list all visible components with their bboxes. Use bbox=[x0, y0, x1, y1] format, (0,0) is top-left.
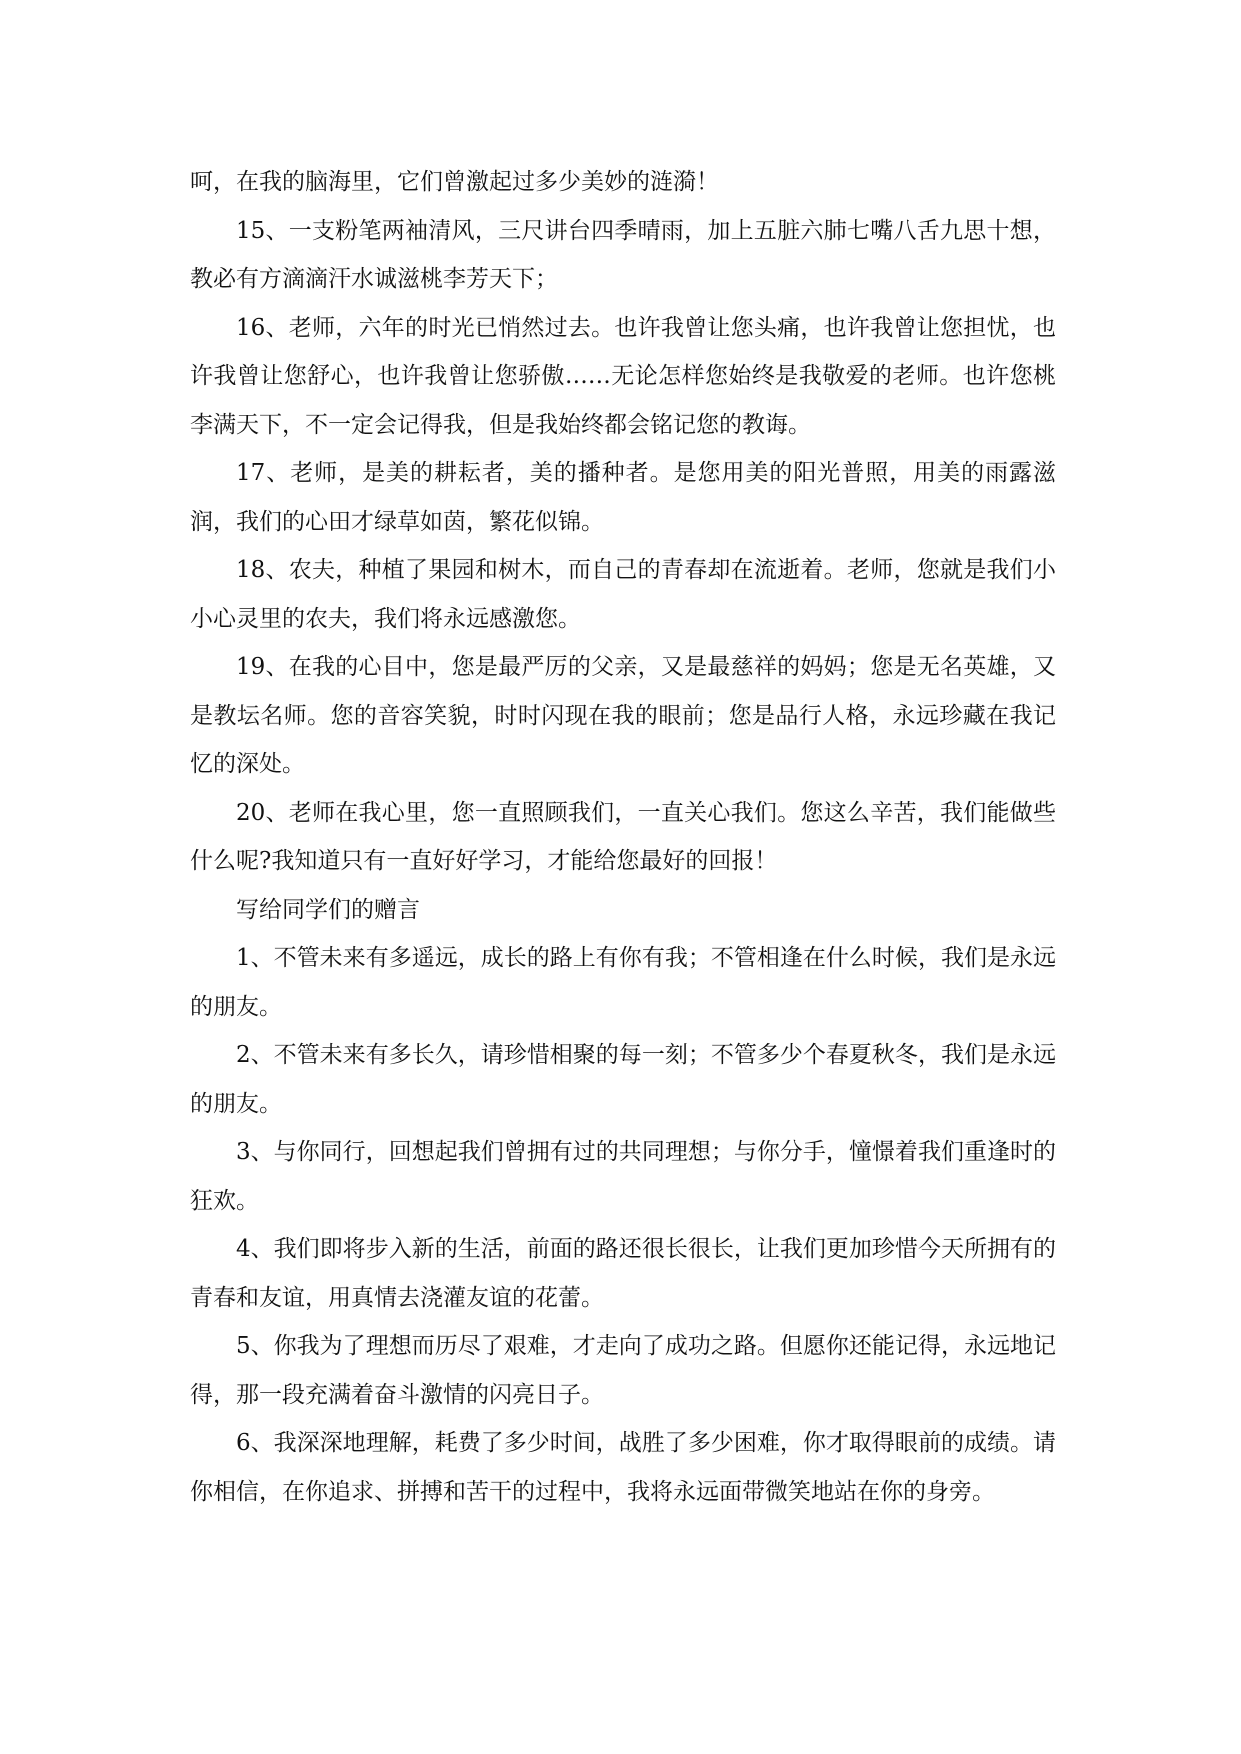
paragraph-item-2: 2、不管未来有多长久，请珍惜相聚的每一刻；不管多少个春夏秋冬，我们是永远的朋友。 bbox=[190, 1042, 1056, 1117]
paragraph-item-20: 20、老师在我心里，您一直照顾我们，一直关心我们。您这么辛苦，我们能做些什么呢?我知道只有一直好好学习，才能给您最好的回报！ bbox=[190, 799, 1056, 874]
paragraph-item-16: 16、老师，六年的时光已悄然过去。也许我曾让您头痛，也许我曾让您担忧，也许我曾让您舒心，也许我曾让您骄傲……无论怎样您始终是我敬爱的老师。也许您桃李满天下，不一定会记得我，但是我始终都会铭记您的教诲。 bbox=[190, 314, 1056, 438]
paragraph-item-3: 3、与你同行，回想起我们曾拥有过的共同理想；与你分手，憧憬着我们重逢时的狂欢。 bbox=[190, 1139, 1056, 1214]
paragraph-item-17: 17、老师，是美的耕耘者，美的播种者。是您用美的阳光普照，用美的雨露滋润，我们的心田才绿草如茵，繁花似锦。 bbox=[190, 460, 1056, 535]
paragraph-continued: 呵，在我的脑海里，它们曾激起过多少美妙的涟漪！ bbox=[190, 169, 719, 195]
document-body bbox=[190, 158, 1056, 1516]
paragraph-item-18: 18、农夫，种植了果园和树木，而自己的青春却在流逝着。老师，您就是我们小小心灵里的农夫，我们将永远感激您。 bbox=[190, 557, 1056, 632]
paragraph-item-4: 4、我们即将步入新的生活，前面的路还很长很长，让我们更加珍惜今天所拥有的青春和友谊，用真情去浇灌友谊的花蕾。 bbox=[190, 1236, 1056, 1311]
paragraph-item-5: 5、你我为了理想而历尽了艰难，才走向了成功之路。但愿你还能记得，永远地记得，那一段充满着奋斗激情的闪亮日子。 bbox=[190, 1333, 1056, 1408]
paragraph-item-19: 19、在我的心目中，您是最严厉的父亲，又是最慈祥的妈妈；您是无名英雄，又是教坛名师。您的音容笑貌，时时闪现在我的眼前；您是品行人格，永远珍藏在我记忆的深处。 bbox=[190, 654, 1056, 777]
section-heading: 写给同学们的赠言 bbox=[236, 896, 420, 923]
paragraph-item-6: 6、我深深地理解，耗费了多少时间，战胜了多少困难，你才取得眼前的成绩。请你相信，在你追求、拼搏和苦干的过程中，我将永远面带微笑地站在你的身旁。 bbox=[190, 1430, 1056, 1505]
paragraph-item-15: 15、一支粉笔两袖清风，三尺讲台四季晴雨，加上五脏六肺七嘴八舌九思十想，教必有方滴滴汗水诚滋桃李芳天下； bbox=[190, 217, 1056, 292]
paragraph-item-1: 1、不管未来有多遥远，成长的路上有你有我；不管相逢在什么时候，我们是永远的朋友。 bbox=[190, 945, 1056, 1020]
